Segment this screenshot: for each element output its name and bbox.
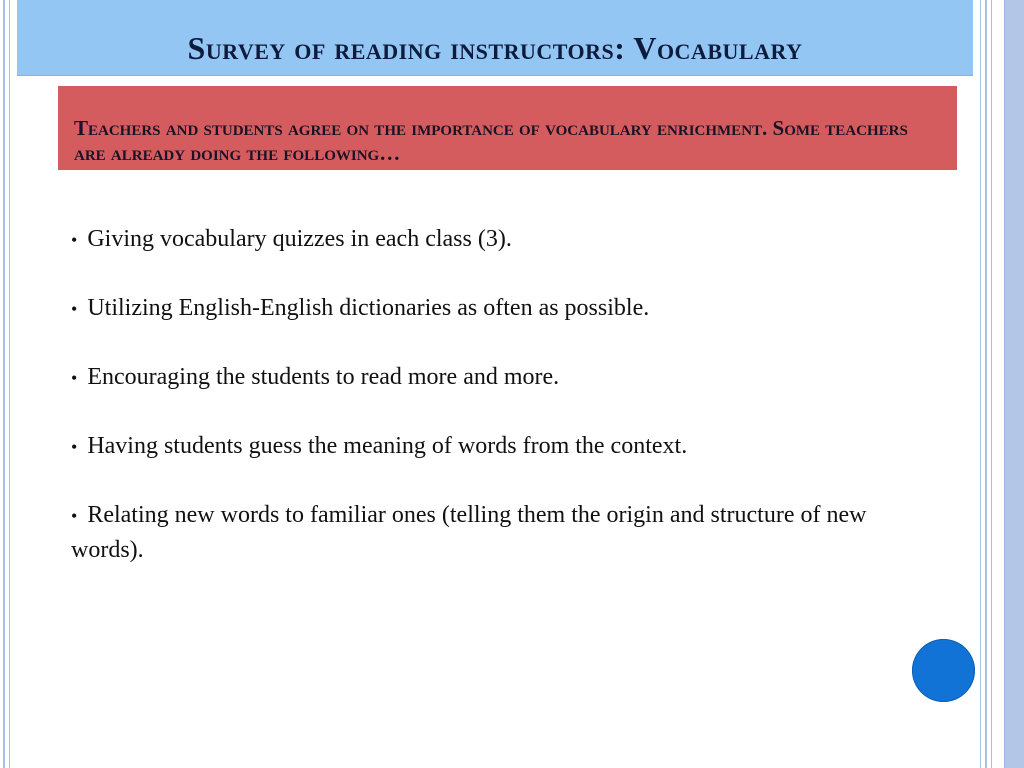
bullet-item [71,222,931,257]
slide-subtitle: Teachers and students agree on the importance of vocabulary enrichment. Some teachers are already doing the following… [74,116,908,165]
frame-band-right [1004,0,1024,768]
bullet-item [71,360,931,395]
bullet-dot: • [71,437,78,457]
bullet-text: Relating new words to familiar ones (telling them the origin and structure of new words). [71,502,867,563]
title-bar [17,0,973,76]
bullet-dot: • [71,506,78,526]
bullet-text: Having students guess the meaning of words from the context. [87,433,688,459]
frame-line-right-1 [980,0,981,768]
bullet-list [71,222,931,601]
bullet-text: Giving vocabulary quizzes in each class (3). [87,226,512,252]
slide-title: Survey of reading instructors: Vocabulary [187,30,803,66]
bullet-text: Utilizing English-English dictionaries as often as possible. [87,295,650,321]
bullet-dot: • [71,299,78,319]
bullet-item [71,291,931,326]
bullet-text: Encouraging the students to read more and more. [87,364,560,390]
bullet-item [71,498,931,567]
frame-line-right-2 [985,0,987,768]
frame-line-left-inner [9,0,10,768]
bullet-dot: • [71,230,78,250]
subtitle-box [58,86,957,170]
decorative-circle-icon [912,639,975,702]
bullet-item [71,429,931,464]
frame-line-left-outer [3,0,5,768]
bullet-dot: • [71,368,78,388]
frame-line-right-3 [991,0,992,768]
